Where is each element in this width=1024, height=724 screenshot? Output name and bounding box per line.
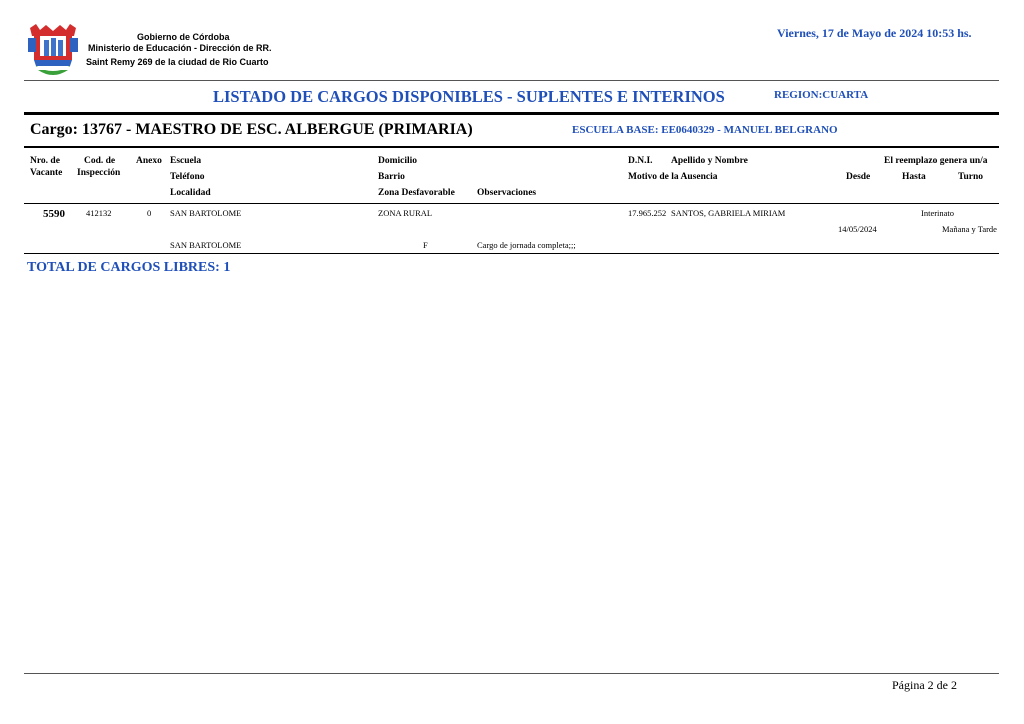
col-observaciones: Observaciones [477, 188, 537, 198]
total-cargos-libres: TOTAL DE CARGOS LIBRES: 1 [27, 260, 231, 275]
col-nro-vacante-1: Nro. de [30, 156, 60, 166]
row-desde: 14/05/2024 [838, 224, 877, 234]
org-address: Saint Remy 269 de la ciudad de Rio Cuarto [86, 57, 269, 67]
col-motivo-ausencia: Motivo de la Ausencia [628, 172, 718, 182]
footer-divider [24, 673, 999, 674]
col-anexo: Anexo [136, 156, 162, 166]
shield-icon [26, 22, 80, 78]
row-turno: Mañana y Tarde [942, 224, 997, 234]
page-number: Página 2 de 2 [892, 678, 957, 692]
col-domicilio: Domicilio [378, 156, 418, 166]
cargo-title: Cargo: 13767 - MAESTRO DE ESC. ALBERGUE (PRIMARIA) [30, 121, 473, 138]
col-cod-inspeccion-2: Inspección [77, 168, 121, 178]
col-telefono: Teléfono [170, 172, 205, 182]
col-cod-inspeccion-1: Cod. de [84, 156, 116, 166]
row-anexo: 0 [147, 208, 152, 218]
row-dni: 17.965.252 [628, 208, 667, 218]
row-apellido-nombre: SANTOS, GABRIELA MIRIAM [671, 208, 786, 218]
col-escuela: Escuela [170, 156, 202, 166]
col-zona-desfavorable: Zona Desfavorable [378, 188, 455, 198]
title-divider [24, 112, 999, 115]
col-nro-vacante-2: Vacante [30, 168, 63, 178]
row-nro-vacante: 5590 [43, 208, 65, 220]
row-localidad: SAN BARTOLOME [170, 240, 242, 250]
escuela-base: ESCUELA BASE: EE0640329 - MANUEL BELGRANO [572, 124, 838, 136]
row-cod-inspeccion: 412132 [86, 208, 112, 218]
cordoba-coat-of-arms-logo [26, 22, 80, 78]
cargo-divider [24, 146, 999, 148]
org-name: Gobierno de Córdoba [137, 32, 230, 42]
header-row-divider [24, 203, 999, 204]
col-hasta: Hasta [902, 172, 926, 182]
col-apellido-nombre: Apellido y Nombre [671, 156, 748, 166]
col-barrio: Barrio [378, 172, 405, 182]
org-ministry: Ministerio de Educación - Dirección de RR. [88, 43, 272, 53]
header-divider [24, 80, 999, 81]
table-bottom-divider [24, 253, 999, 254]
col-desde: Desde [846, 172, 871, 182]
col-localidad: Localidad [170, 188, 211, 198]
col-dni: D.N.I. [628, 156, 653, 166]
report-datetime: Viernes, 17 de Mayo de 2024 10:53 hs. [777, 26, 972, 40]
row-escuela: SAN BARTOLOME [170, 208, 242, 218]
region-label: REGION:CUARTA [774, 89, 869, 101]
row-observaciones: Cargo de jornada completa;;; [477, 240, 576, 250]
col-turno: Turno [958, 172, 983, 182]
row-domicilio: ZONA RURAL [378, 208, 433, 218]
col-reemplazo: El reemplazo genera un/a [884, 156, 988, 166]
row-reemplazo: Interinato [921, 208, 955, 218]
report-title: LISTADO DE CARGOS DISPONIBLES - SUPLENTES E INTERINOS [213, 87, 725, 106]
row-zona-desfavorable: F [423, 240, 428, 250]
